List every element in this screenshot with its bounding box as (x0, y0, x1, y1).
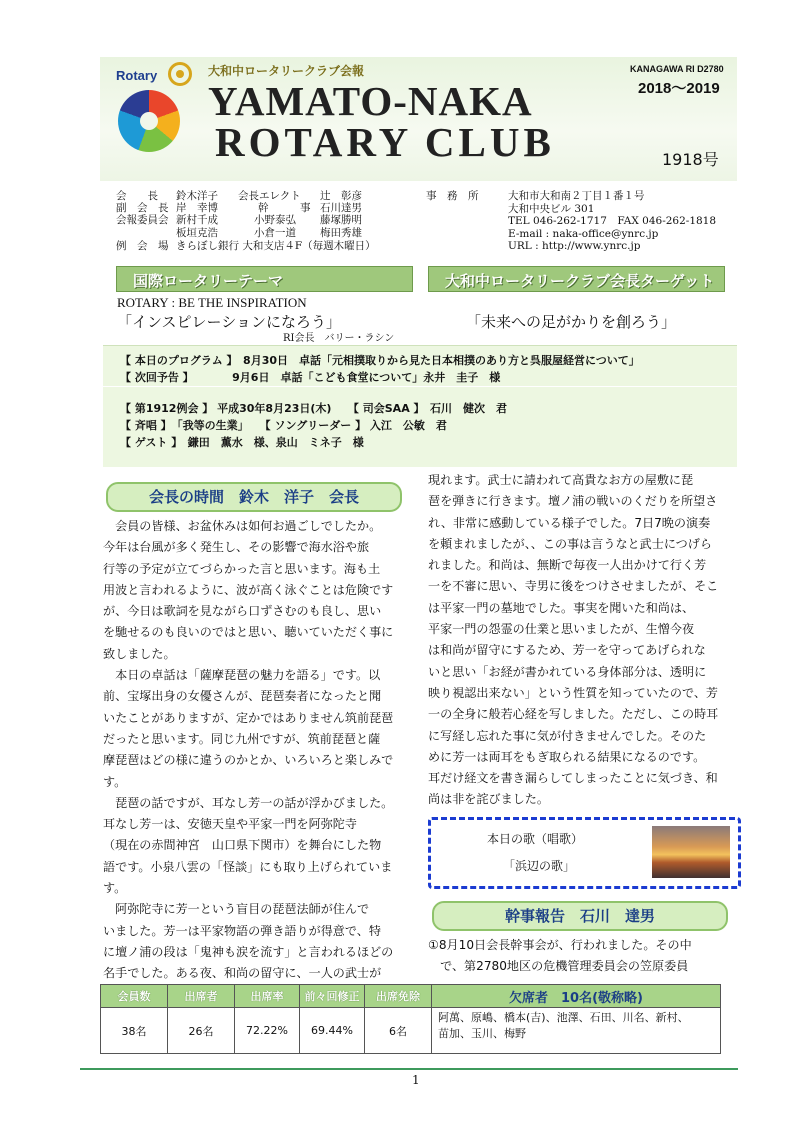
officer-name: 藤塚勝明 (320, 214, 362, 226)
officer-name: 鈴木洋子 (176, 190, 218, 202)
text-line: 平家一門の怨霊の仕業と思いましたが、生憎今夜 (428, 622, 695, 637)
sunset-photo (652, 826, 730, 878)
officer-name: 板垣克浩 (176, 227, 218, 239)
guest-info: 【 ゲスト 】 鎌田 薫水 様、泉山 ミネ子 様 (120, 436, 364, 449)
next-program: 【 次回予告 】 9月6日 卓話「こども食堂について」永井 圭子 様 (120, 371, 501, 384)
text-line: 現れます。武士に請われて高貴なお方の屋敷に琵 (428, 473, 694, 487)
th-corrected: 前々回修正 (300, 985, 365, 1008)
cell-absent (432, 1008, 721, 1054)
officer-name: 小野泰弘 (254, 214, 296, 226)
office-address: 大和市大和南２丁目１番１号 (508, 190, 645, 202)
officer-role: 幹 事 (258, 202, 311, 214)
office-email: E-mail : naka-office@ynrc.jp (508, 227, 659, 240)
th-rate: 出席率 (235, 985, 300, 1008)
absent-line: 阿萬、原嶋、橋本(吉)、池澤、石田、川名、新村、 (438, 1011, 689, 1024)
footer-rule (80, 1068, 738, 1070)
text-line: 耳だけ経文を書き漏らしてしまったことに気づき、和 (428, 771, 718, 786)
th-present: 出席者 (168, 985, 235, 1008)
text-line: に壇ノ浦の段は「鬼神も涙を流す」と言われるほどの (103, 944, 394, 959)
text-line: で、第2780地区の危機管理委員会の笠原委員 (428, 959, 689, 974)
text-line: 琶を弾きに行きます。壇ノ浦の戦いのくだりを所望さ (428, 494, 718, 509)
title-line-2: ROTARY CLUB (215, 119, 555, 165)
text-line: 前、宝塚出身の女優さんが、琵琶奏者になったと聞 (103, 689, 382, 704)
program-divider (103, 386, 737, 387)
page-number: 1 (412, 1073, 420, 1087)
text-line: 今年は台風が多く発生し、その影響で海水浴や旅 (103, 540, 370, 555)
officer-name: 辻 彰彦 (320, 190, 362, 202)
officer-role: 会 長 (116, 190, 158, 202)
officer-name: 岸 幸博 (176, 202, 218, 214)
absent-line: 苗加、玉川、梅野 (438, 1027, 526, 1040)
text-line: 語です。小泉八雲の「怪談」にも取り上げられていま (103, 859, 393, 874)
text-line: す。 (103, 774, 127, 789)
officer-name: 石川達男 (320, 202, 362, 214)
president-text-left (103, 516, 393, 985)
president-text-right (428, 470, 718, 811)
intl-theme-english: ROTARY : BE THE INSPIRATION (117, 295, 307, 310)
rotary-wheel-icon (168, 62, 192, 86)
text-line: 映り視認出来ない」という性質を知っていたので、芳 (428, 685, 719, 700)
office-url: URL : http://www.ynrc.jp (508, 240, 641, 252)
text-line: ①8月10日会長幹事会が、行われました。その中 (428, 938, 692, 952)
office-label: 事 務 所 (426, 190, 479, 202)
text-line: 一を不審に思い、寺男に後をつけさせましたが、そこ (428, 579, 719, 594)
office-phone: TEL 046-262-1717 FAX 046-262-1818 (508, 215, 717, 227)
years-label: 2018〜2019 (638, 80, 720, 97)
ri-president: RI会長 バリー・ラシン (283, 333, 395, 344)
meeting-info: 【 第1912例会 】 平成30年8月23日(木) 【 司会SAA 】 石川 健次 君 (120, 402, 508, 415)
officer-role: 会長エレクト (238, 190, 301, 202)
district-label: KANAGAWA RI D2780 (630, 64, 724, 74)
office-building: 大和中央ビル 301 (508, 202, 595, 215)
text-line: が、今日は歌詞を見ながら口ずさむのも良し、思い (103, 604, 382, 619)
th-members: 会員数 (101, 985, 168, 1008)
club-theme-heading: 大和中ロータリークラブ会長ターゲット (428, 266, 725, 292)
text-line: 行等の予定が立てづらかった言と思います。海も土 (103, 561, 381, 576)
text-line: は平家一門の墓地でした。事実を聞いた和尚は、 (428, 600, 695, 615)
club-theme-text: 「未来への足がかりを創ろう」 (466, 313, 677, 331)
officer-name: 新村千成 (176, 214, 218, 226)
title-line-1: YAMATO-NAKA (208, 78, 533, 124)
cell-exempt: 6名 (365, 1008, 432, 1054)
officer-role: 会報委員会 (116, 214, 169, 226)
text-line: 一の全身に般若心経を写しました。ただし、この時耳 (428, 707, 719, 722)
text-line: いました。芳一は平家物語の弾き語りが得意で、特 (103, 923, 381, 938)
issue-number: 1918号 (662, 150, 719, 169)
text-line: に写経し忘れた事に気が付きませんでした。そのた (428, 728, 707, 743)
text-line: めに芳一は両耳をもぎ取られる結果になるのです。 (428, 749, 706, 764)
club-swirl-logo-icon (118, 90, 180, 152)
text-line: す。 (103, 881, 127, 896)
text-line: 名手でした。ある夜、和尚の留守に、一人の武士が (103, 966, 382, 981)
th-exempt: 出席免除 (365, 985, 432, 1008)
text-line: は和尚が留守にするため、芳一を守ってあげられな (428, 643, 706, 658)
text-line: いたことがありますが、定かではありません筑前琵琶 (103, 710, 394, 725)
text-line: いと思い「お経が書かれている身体部分は、透明に (428, 664, 707, 679)
text-line: 琵琶の話ですが、耳なし芳一の話が浮かびました。 (103, 795, 394, 810)
attendance-table (100, 984, 721, 1054)
text-line: 耳なし芳一は、安徳天皇や平家一門を阿弥陀寺 (103, 817, 357, 832)
text-line: を頼まれましたが、、この事は言うなと武士につげら (428, 536, 712, 551)
text-line: だったと思います。同じ九州ですが、筑前琵琶と薩 (103, 731, 381, 746)
officer-role: 例 会 場 (116, 240, 169, 252)
song-name: 「浜辺の歌」 (503, 859, 576, 873)
cell-members: 38名 (101, 1008, 168, 1054)
president-heading: 会長の時間 鈴木 洋子 会長 (106, 482, 402, 512)
text-line: 会員の皆様、お盆休みは如何お過ごしでしたか。 (103, 519, 382, 533)
th-absent: 欠席者 10名(敬称略) (432, 985, 721, 1008)
text-line: 本日の卓話は「薩摩琵琶の魅力を語る」です。以 (103, 668, 381, 683)
today-program: 【 本日のプログラム 】 8月30日 卓話「元相撲取りから見た日本相撲のあり方と呉服屋経営について」 (120, 354, 640, 367)
text-line: （現在の赤間神宮 山口県下関市）を舞台にした物 (103, 838, 382, 853)
cell-present: 26名 (168, 1008, 235, 1054)
anthem-info: 【 斉唱 】 「我等の生業」 【 ソングリーダー 】 入江 公敏 君 (120, 419, 447, 432)
cell-rate: 72.22% (235, 1008, 300, 1054)
song-title: 本日の歌（唱歌） (487, 832, 584, 846)
text-line: 阿弥陀寺に芳一という盲目の琵琶法師が住んで (103, 902, 370, 917)
intl-theme-japanese: 「インスピレーションになろう」 (117, 313, 341, 331)
text-line: れました。和尚は、無断で毎夜一人出かけて行く芳 (428, 558, 707, 573)
text-line: れ、非常に感動している様子でした。7日7晩の演奏 (428, 515, 711, 530)
officer-name: 小倉一道 (254, 227, 296, 239)
secretary-heading: 幹事報告 石川 達男 (432, 901, 728, 931)
club-newsletter-label: 大和中ロータリークラブ会報 (208, 64, 365, 78)
text-line: 摩琵琶はどの様に違うのかとか、いろいろと楽しみで (103, 753, 394, 768)
officer-role: 副 会 長 (116, 202, 169, 214)
text-line: 致しました。 (103, 646, 176, 661)
secretary-text (428, 935, 692, 978)
office-info (426, 190, 717, 253)
intl-theme-heading: 国際ロータリーテーマ (116, 266, 413, 292)
text-line: を馳せるのも良いのではと思い、聴いていただく事に (103, 625, 394, 640)
meeting-venue: きらぼし銀行 大和支店４F（毎週木曜日） (176, 240, 376, 252)
text-line: 用波と言われるように、波が高く泳ぐことは危険です (103, 582, 394, 597)
text-line: 尚は非を詫びました。 (428, 792, 549, 807)
cell-corrected: 69.44% (300, 1008, 365, 1054)
officer-name: 梅田秀雄 (320, 227, 362, 239)
rotary-logo-text: Rotary (116, 68, 158, 83)
